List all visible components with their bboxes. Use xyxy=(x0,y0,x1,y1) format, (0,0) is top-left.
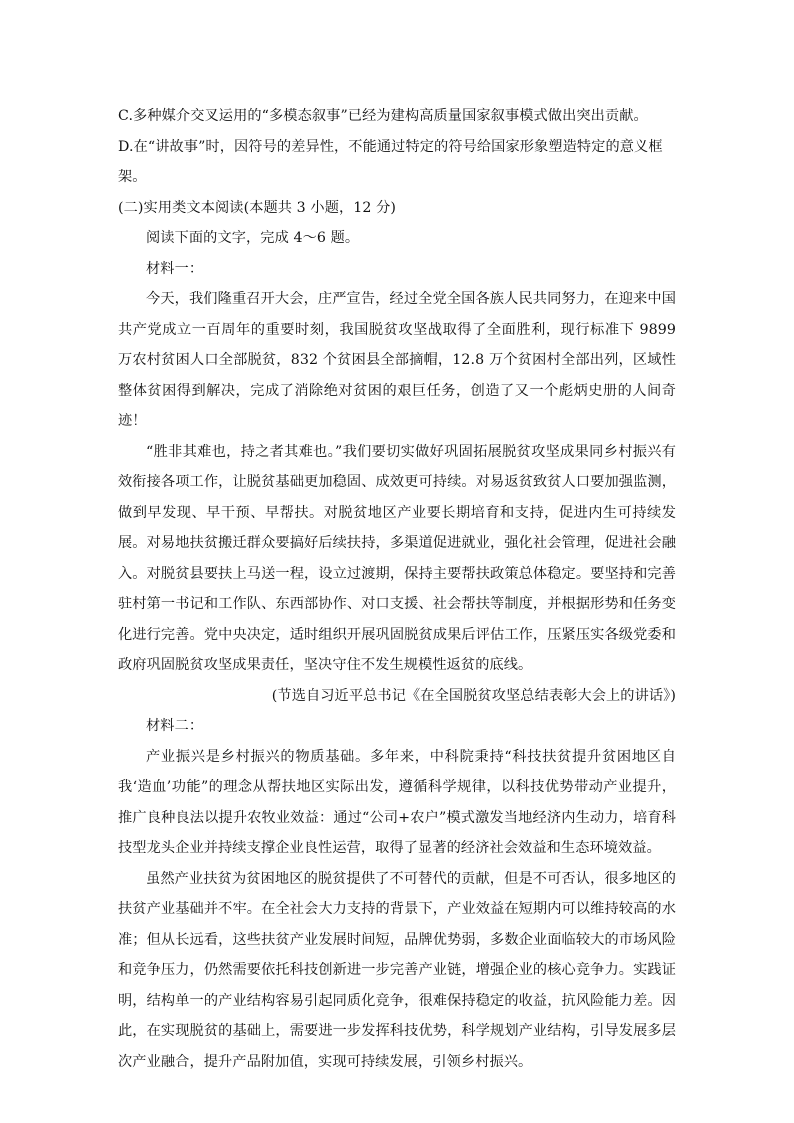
option-c: C.多种媒介交叉运用的“多模态叙事”已经为建构高质量国家叙事模式做出突出贡献。 xyxy=(118,108,648,124)
material-one-label: 材料一： xyxy=(146,260,204,277)
material-one-source: (节选自习近平总书记《在全国脱贫攻坚总结表彰大会上的讲话》) xyxy=(271,687,676,704)
reading-instruction: 阅读下面的文字，完成 4～6 题。 xyxy=(146,230,360,246)
section-heading: (二)实用类文本阅读(本题共 3 小题，12 分) xyxy=(118,199,397,216)
material-two-paragraph: 产业振兴是乡村振兴的物质基础。多年来，中科院秉持“科技扶贫提升贫困地区自我‘造血’功能”的理念从帮扶地区实际出发，遵循科学规律，以科技优势带动产业提升，推广良种良法以提升农牧业效益：通过“公司+农户”模式激发当地经济内生动力，培育科技型龙头企业并持续支撑企业良性运营，取得了显著的经济社会效益和生态环境效益。 xyxy=(118,748,676,856)
document-body xyxy=(118,101,676,1077)
material-one-paragraph: “胜非其难也，持之者其难也。”我们要切实做好巩固拓展脱贫攻坚成果同乡村振兴有效衔接各项工作，让脱贫基础更加稳固、成效更可持续。对易返贫致贫人口要加强监测，做到早发现、早干预、早帮扶。对脱贫地区产业要长期培育和支持，促进内生可持续发展。对易地扶贫搬迁群众要搞好后续扶持，多渠道促进就业，强化社会管理，促进社会融入。对脱贫县要扶上马送一程，设立过渡期，保持主要帮扶政策总体稳定。要坚持和完善驻村第一书记和工作队、东西部协作、对口支援、社会帮扶等制度，并根据形势和任务变化进行完善。党中央决定，适时组织开展巩固脱贫成果后评估工作，压紧压实各级党委和政府巩固脱贫攻坚成果责任，坚决守住不发生规模性返贫的底线。 xyxy=(118,443,676,673)
material-two-paragraph: 虽然产业扶贫为贫困地区的脱贫提供了不可替代的贡献，但是不可否认，很多地区的扶贫产业基础并不牢。在全社会大力支持的背景下，产业效益在短期内可以维持较高的水准；但从长远看，这些扶贫产业发展时间短，品牌优势弱，多数企业面临较大的市场风险和竞争压力，仍然需要依托科技创新进一步完善产业链，增强企业的核心竞争力。实践证明，结构单一的产业结构容易引起同质化竞争，很难保持稳定的收益，抗风险能力差。因此，在实现脱贫的基础上，需要进一步发挥科技优势，科学规划产业结构，引导发展多层次产业融合，提升产品附加值，实现可持续发展，引领乡村振兴。 xyxy=(118,870,676,1070)
material-two-label: 材料二： xyxy=(146,718,204,734)
material-one-paragraph: 今天，我们隆重召开大会，庄严宣告，经过全党全国各族人民共同努力，在迎来中国共产党成立一百周年的重要时刻，我国脱贫攻坚战取得了全面胜利，现行标准下 9899 万农村贫困人口全部脱贫，832 个贫困县全部摘帽，12.8 万个贫困村全部出列，区域性整体贫困得到解决，完成了消除绝对贫困的艰巨任务，创造了又一个彪炳史册的人间奇迹！ xyxy=(118,291,676,429)
option-d: D.在“讲故事”时，因符号的差异性，不能通过特定的符号给国家形象塑造特定的意义框架。 xyxy=(118,138,663,185)
